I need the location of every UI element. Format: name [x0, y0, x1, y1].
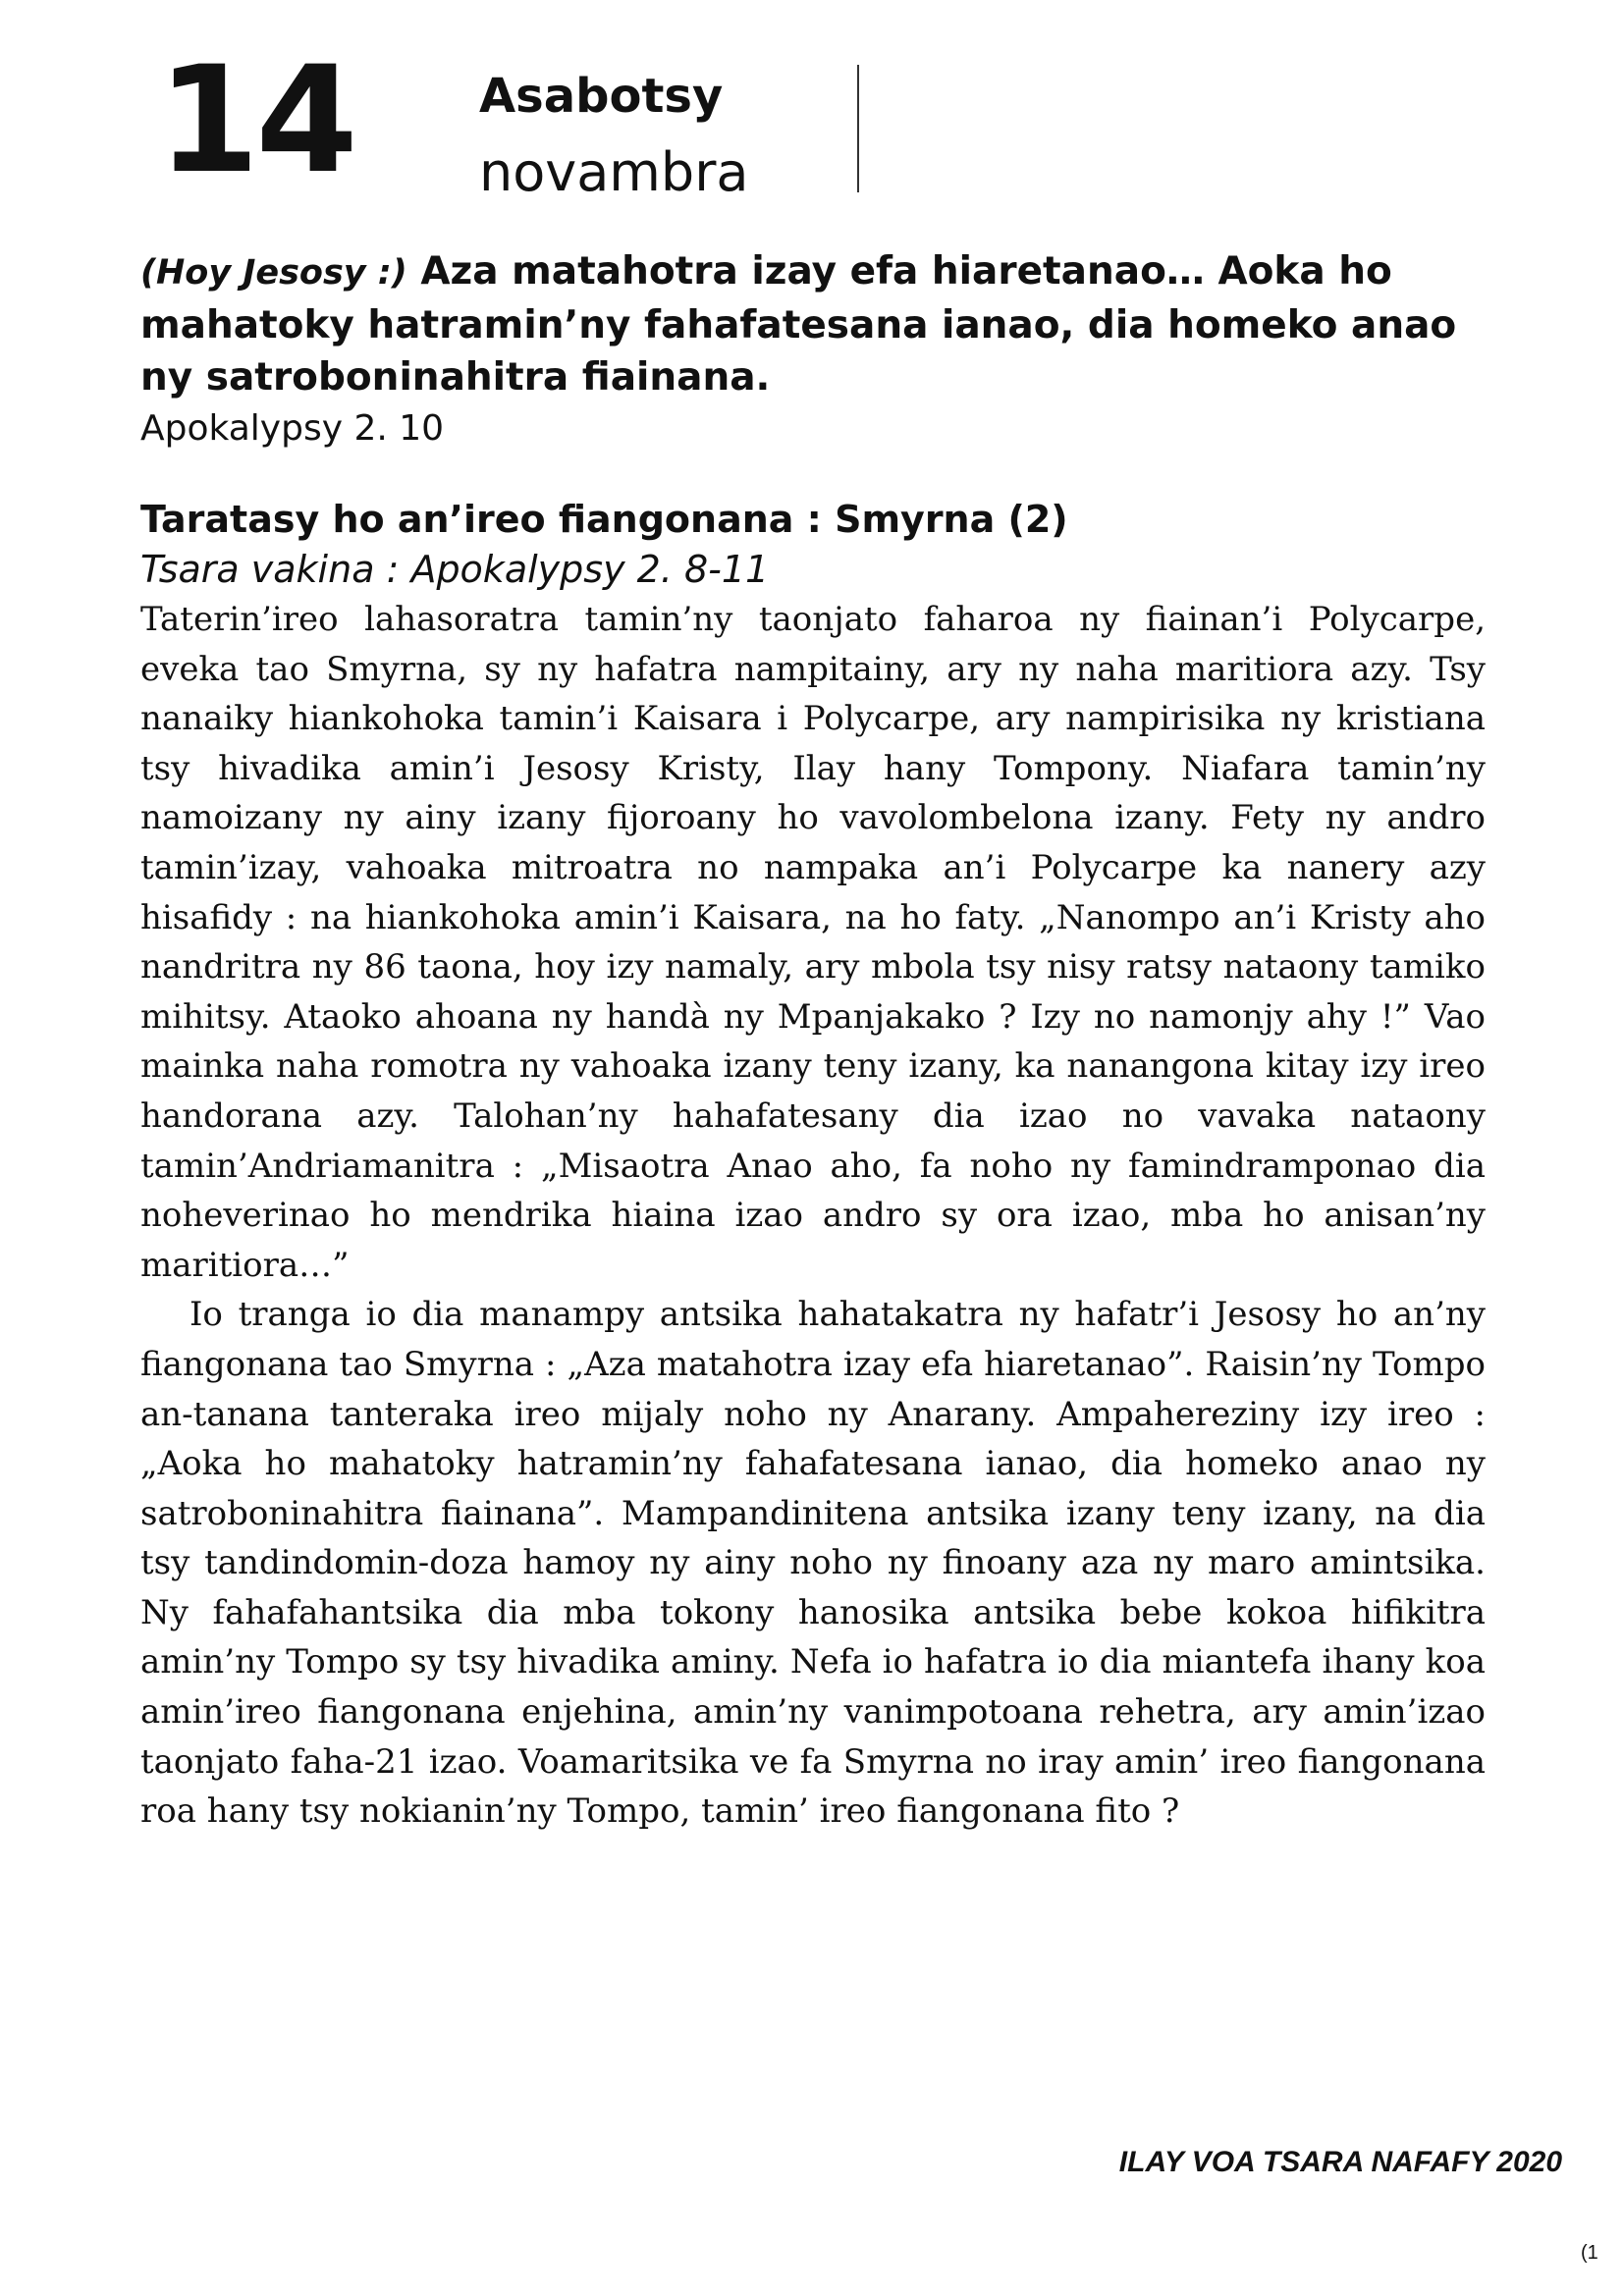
day-number: 14 [157, 35, 354, 206]
body-paragraph: Taterin’ireo lahasoratra tamin’ny taonjato faharoa ny fiainan’i Polycarpe, eveka tao Smyrna, sy ny hafatra nampitainy, ary ny naha maritiora azy. Tsy nanaiky hiankohoka tamin’i Kaisara i Polycarpe, ary nampirisika ny kristiana tsy hivadika amin’i Jesosy Kristy, Ilay hany Tompony. Niafara tamin’ny namoizany ny ainy izany fijoroany ho vavolombelona izany. Fety ny andro tamin’izay, vahoaka mitroatra no nampaka an’i Polycarpe ka nanery azy hisafidy : na hiankohoka amin’i Kaisara, na ho faty. „Nanompo an’i Kristy aho nandritra ny 86 taona, hoy izy namaly, ary mbola tsy nisy ratsy nataony tamiko mihitsy. Ataoko ahoana ny handà ny Mpanjakako ? Izy no namonjy ahy !” Vao mainka naha romotra ny vahoaka izany teny izany, ka nanangona kitay izy ireo handorana azy. Talohan’ny hahafatesany dia izao no vavaka nataony tamin’Andriamanitra : „Misaotra Anao aho, fa noho ny famindramponao dia noheverinao ho mendrika hiaina izao andro sy ora izao, mba ho anisan’ny maritiora…” [140, 600, 1486, 1285]
verse-reference: Apokalypsy 2. 10 [140, 408, 445, 449]
body-paragraph: Io tranga io dia manampy antsika hahatakatra ny hafatr’i Jesosy ho an’ny fiangonana tao Smyrna : „Aza matahotra izay efa hiaretanao”. Raisin’ny Tompo an-tanana tanteraka ireo mijaly noho ny Anarany. Ampahereziny izy ireo : „Aoka ho mahatoky hatramin’ny fahafatesana ianao, dia homeko anao ny satroboninahitra fiainana”. Mampandinitena antsika izany teny izany, na dia tsy tandindomin-doza hamoy ny ainy noho ny finoany aza ny maro amintsika. Ny fahafahantsika dia mba tokony hanosika antsika bebe kokoa hifikitra amin’ny Tompo sy tsy hivadika aminy. Nefa io hafatra io dia miantefa ihany koa amin’ireo fiangonana enjehina, amin’ny vanimpotoana rehetra, ary amin’izao taonjato faha-21 izao. Voamaritsika ve fa Smyrna no iray amin’ ireo fiangonana roa hany tsy nokianin’ny Tompo, tamin’ ireo fiangonana fito ? [140, 1295, 1486, 1832]
month-label: novambra [479, 141, 749, 203]
body-text [140, 595, 1486, 1837]
daily-verse [140, 245, 1486, 403]
weekday-label: Asabotsy [479, 69, 724, 124]
header-divider [857, 65, 859, 192]
section-title: Taratasy ho an’ireo fiangonana : Smyrna (2) [140, 498, 1068, 541]
page-marker: (1 [1581, 2242, 1598, 2264]
reading-reference: Tsara vakina : Apokalypsy 2. 8-11 [140, 548, 770, 591]
publication-footer: ILAY VOA TSARA NAFAFY 2020 [1118, 2146, 1562, 2178]
verse-text: Aza matahotra izay efa hiaretanao… Aoka ho mahatoky hatramin’ny fahafatesana ianao, dia homeko anao ny satroboninahitra fiainana. [140, 249, 1457, 400]
verse-speaker: (Hoy Jesosy :) [140, 253, 407, 293]
